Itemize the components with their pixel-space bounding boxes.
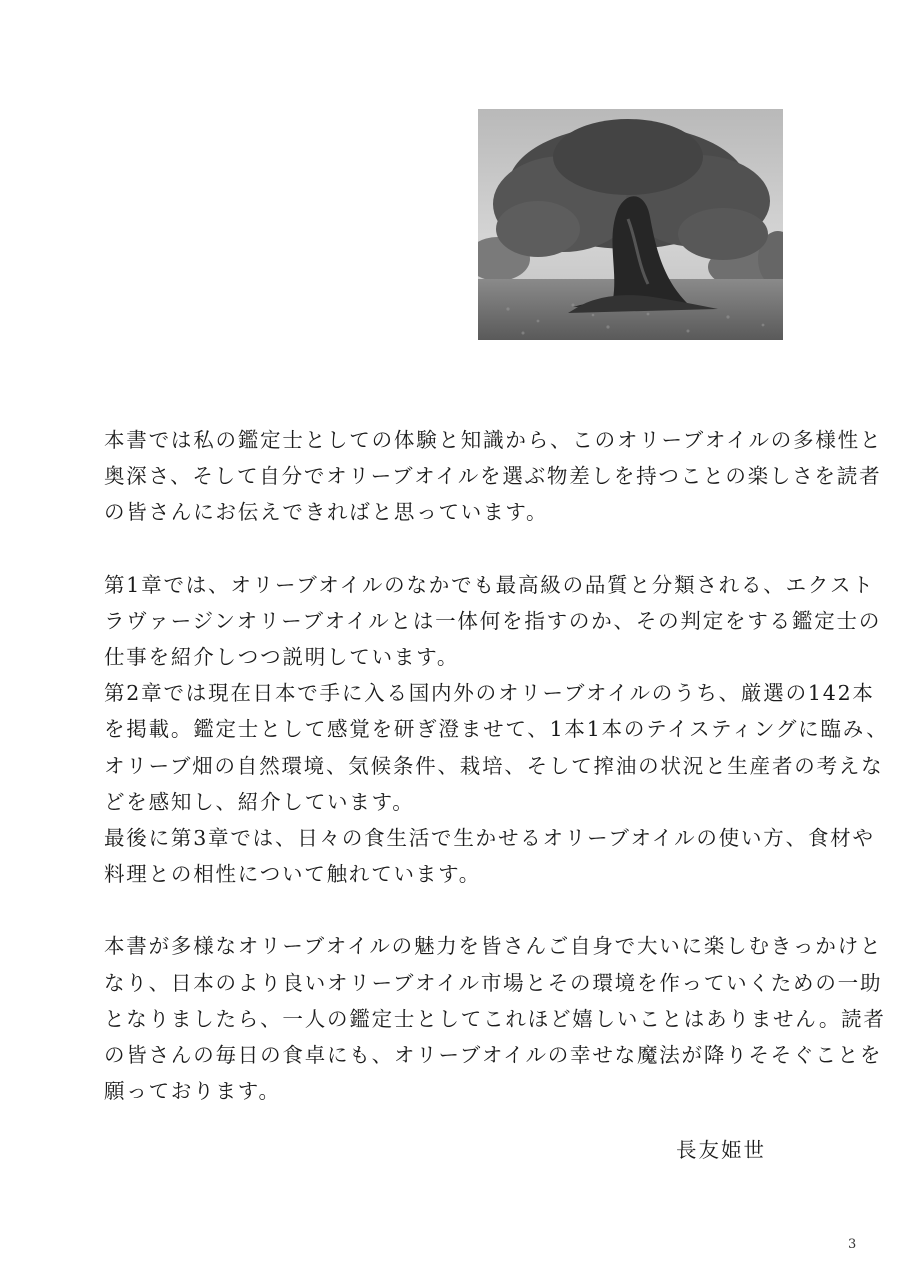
text-line: オリーブ畑の自然環境、気候条件、栽培、そして搾油の状況と生産者の考えな bbox=[104, 753, 884, 778]
text-line: なり、日本のより良いオリーブオイル市場とその環境を作っていくための一助 bbox=[104, 970, 883, 995]
paragraph-chapters bbox=[104, 567, 889, 893]
text-line: 奥深さ、そして自分でオリーブオイルを選ぶ物差しを持つことの楽しさを読者 bbox=[104, 464, 882, 489]
text-line: どを感知し、紹介しています。 bbox=[104, 789, 415, 814]
text-line: 仕事を紹介しつつ説明しています。 bbox=[104, 645, 460, 670]
text-line: 願っております。 bbox=[104, 1079, 281, 1104]
olive-tree-photo bbox=[478, 109, 783, 340]
text-line: 本書が多様なオリーブオイルの魅力を皆さんご自身で大いに楽しむきっかけと bbox=[104, 934, 883, 959]
text-line: 第2章では現在日本で手に入る国内外のオリーブオイルのうち、厳選の142本 bbox=[104, 681, 875, 706]
text-line: 最後に第3章では、日々の食生活で生かせるオリーブオイルの使い方、食材や bbox=[104, 826, 875, 851]
paragraph-closing bbox=[104, 928, 886, 1109]
author-signature: 長友姫世 bbox=[676, 1138, 766, 1162]
text-line: ラヴァージンオリーブオイルとは一体何を指すのか、その判定をする鑑定士の bbox=[104, 608, 882, 633]
text-line: の皆さんの毎日の食卓にも、オリーブオイルの幸せな魔法が降りそそぐことを bbox=[104, 1043, 883, 1068]
paragraph-intro bbox=[104, 422, 883, 531]
text-line: 本書では私の鑑定士としての体験と知識から、このオリーブオイルの多様性と bbox=[104, 428, 883, 452]
page-number: 3 bbox=[848, 1237, 857, 1252]
text-line: となりましたら、一人の鑑定士としてこれほど嬉しいことはありません。読者 bbox=[104, 1006, 886, 1031]
text-line: 第1章では、オリーブオイルのなかでも最高級の品質と分類される、エクスト bbox=[104, 572, 875, 597]
text-line: 料理との相性について触れています。 bbox=[104, 862, 482, 887]
body-text bbox=[104, 422, 889, 1109]
text-line: の皆さんにお伝えできればと思っています。 bbox=[104, 500, 549, 525]
text-line: を掲載。鑑定士として感覚を研ぎ澄ませて、1本1本のテイスティングに臨み、 bbox=[104, 717, 889, 742]
